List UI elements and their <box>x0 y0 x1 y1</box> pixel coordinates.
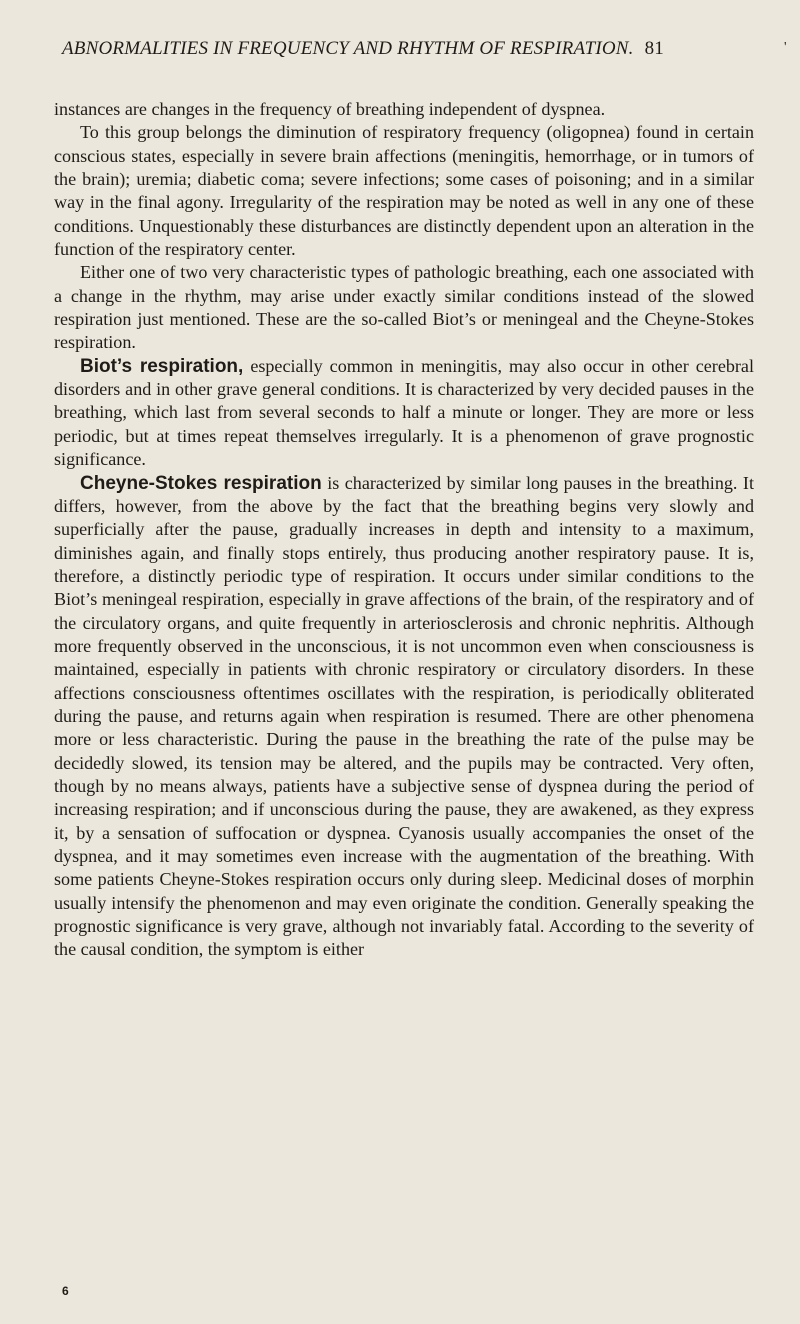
paragraph-text: instances are changes in the frequency of breathing independent of dyspnea. <box>54 99 606 119</box>
paragraph <box>54 261 754 354</box>
body-text <box>54 98 754 962</box>
paragraph-text: Either one of two very characteristic types of pathologic breathing, each one associated with a change in the rhythm, may arise under exactly similar conditions instead of the slowed respiration just mentioned. These are the so-called Biot’s or meningeal and the Cheyne-Stokes respiration. <box>54 262 754 353</box>
running-header <box>62 38 762 60</box>
paragraph-cheyne-stokes <box>54 472 754 962</box>
paragraph-biot <box>54 355 754 472</box>
paragraph <box>54 121 754 261</box>
running-title: ABNORMALITIES IN FREQUENCY AND RHYTHM OF RESPIRATION. <box>62 38 634 59</box>
run-in-heading: Biot’s respiration, <box>80 355 244 377</box>
paragraph <box>54 98 754 121</box>
paragraph-text: is characterized by similar long pauses in the breathing. It differs, however, from the above by the fact that the breathing begins very slowly and superficially after the pause, gradually increases in depth and intensity to a maximum, diminishes again, and finally stops entirely, thus producing another respiratory pause. It is, therefore, a distinctly periodic type of respiration. It occurs under similar conditions to the Biot’s meningeal respiration, especially in grave affections of the brain, of the respiratory and of the circulatory organs, and quite frequently in arteriosclerosis and chronic nephritis. Although more frequently observed in the unconscious, it is not uncommon even when consciousness is maintained, especially in patients with chronic respiratory or circulatory disorders. In these affections consciousness oftentimes oscillates with the respiration, is periodically obliterated during the pause, and returns again when respiration is resumed. There are other phenomena more or less characteristic. During the pause in the breathing the rate of the pulse may be decidedly slowed, its tension may be altered, and the pupils may be contracted. Very often, though by no means always, patients have a subjective sense of dyspnea during the period of increasing respiration; and if unconscious during the pause, they are awakened, as they express it, by a sensation of suffocation or dyspnea. Cyanosis usually accompanies the onset of the dyspnea, and it may sometimes even increase with the augmentation of the breathing. With some patients Cheyne-Stokes respiration occurs only during sleep. Medicinal doses of morphin usually intensify the phenomenon and may even originate the condition. Generally speaking the prognostic significance is very grave, although not invariably fatal. According to the severity of the causal condition, the symptom is either <box>54 472 754 960</box>
run-in-heading: Cheyne-Stokes respiration <box>80 472 322 494</box>
signature-mark: 6 <box>62 1284 69 1298</box>
paragraph-text: To this group belongs the diminution of respiratory frequency (oligopnea) found in certain conscious states, especially in severe brain affections (meningitis, hemorrhage, or in tumors of the brain); uremia; diabetic coma; severe infections; some cases of poisoning; and in a similar way in the final agony. Irregularity of the respiration may be noted as well in any one of these conditions. Unquestionably these disturbances are distinctly dependent upon an alteration in the function of the respiratory center. <box>54 122 754 260</box>
page-number: 81 <box>644 38 664 59</box>
margin-mark: ' <box>784 40 787 55</box>
paragraph-text: especially common in meningitis, may also occur in other cerebral disorders and in other grave general conditions. It is characterized by very decided pauses in the breathing, which last from several seconds to half a minute or longer. They are more or less periodic, but at times repeat themselves irregularly. It is a phenomenon of grave prognostic significance. <box>54 355 754 470</box>
